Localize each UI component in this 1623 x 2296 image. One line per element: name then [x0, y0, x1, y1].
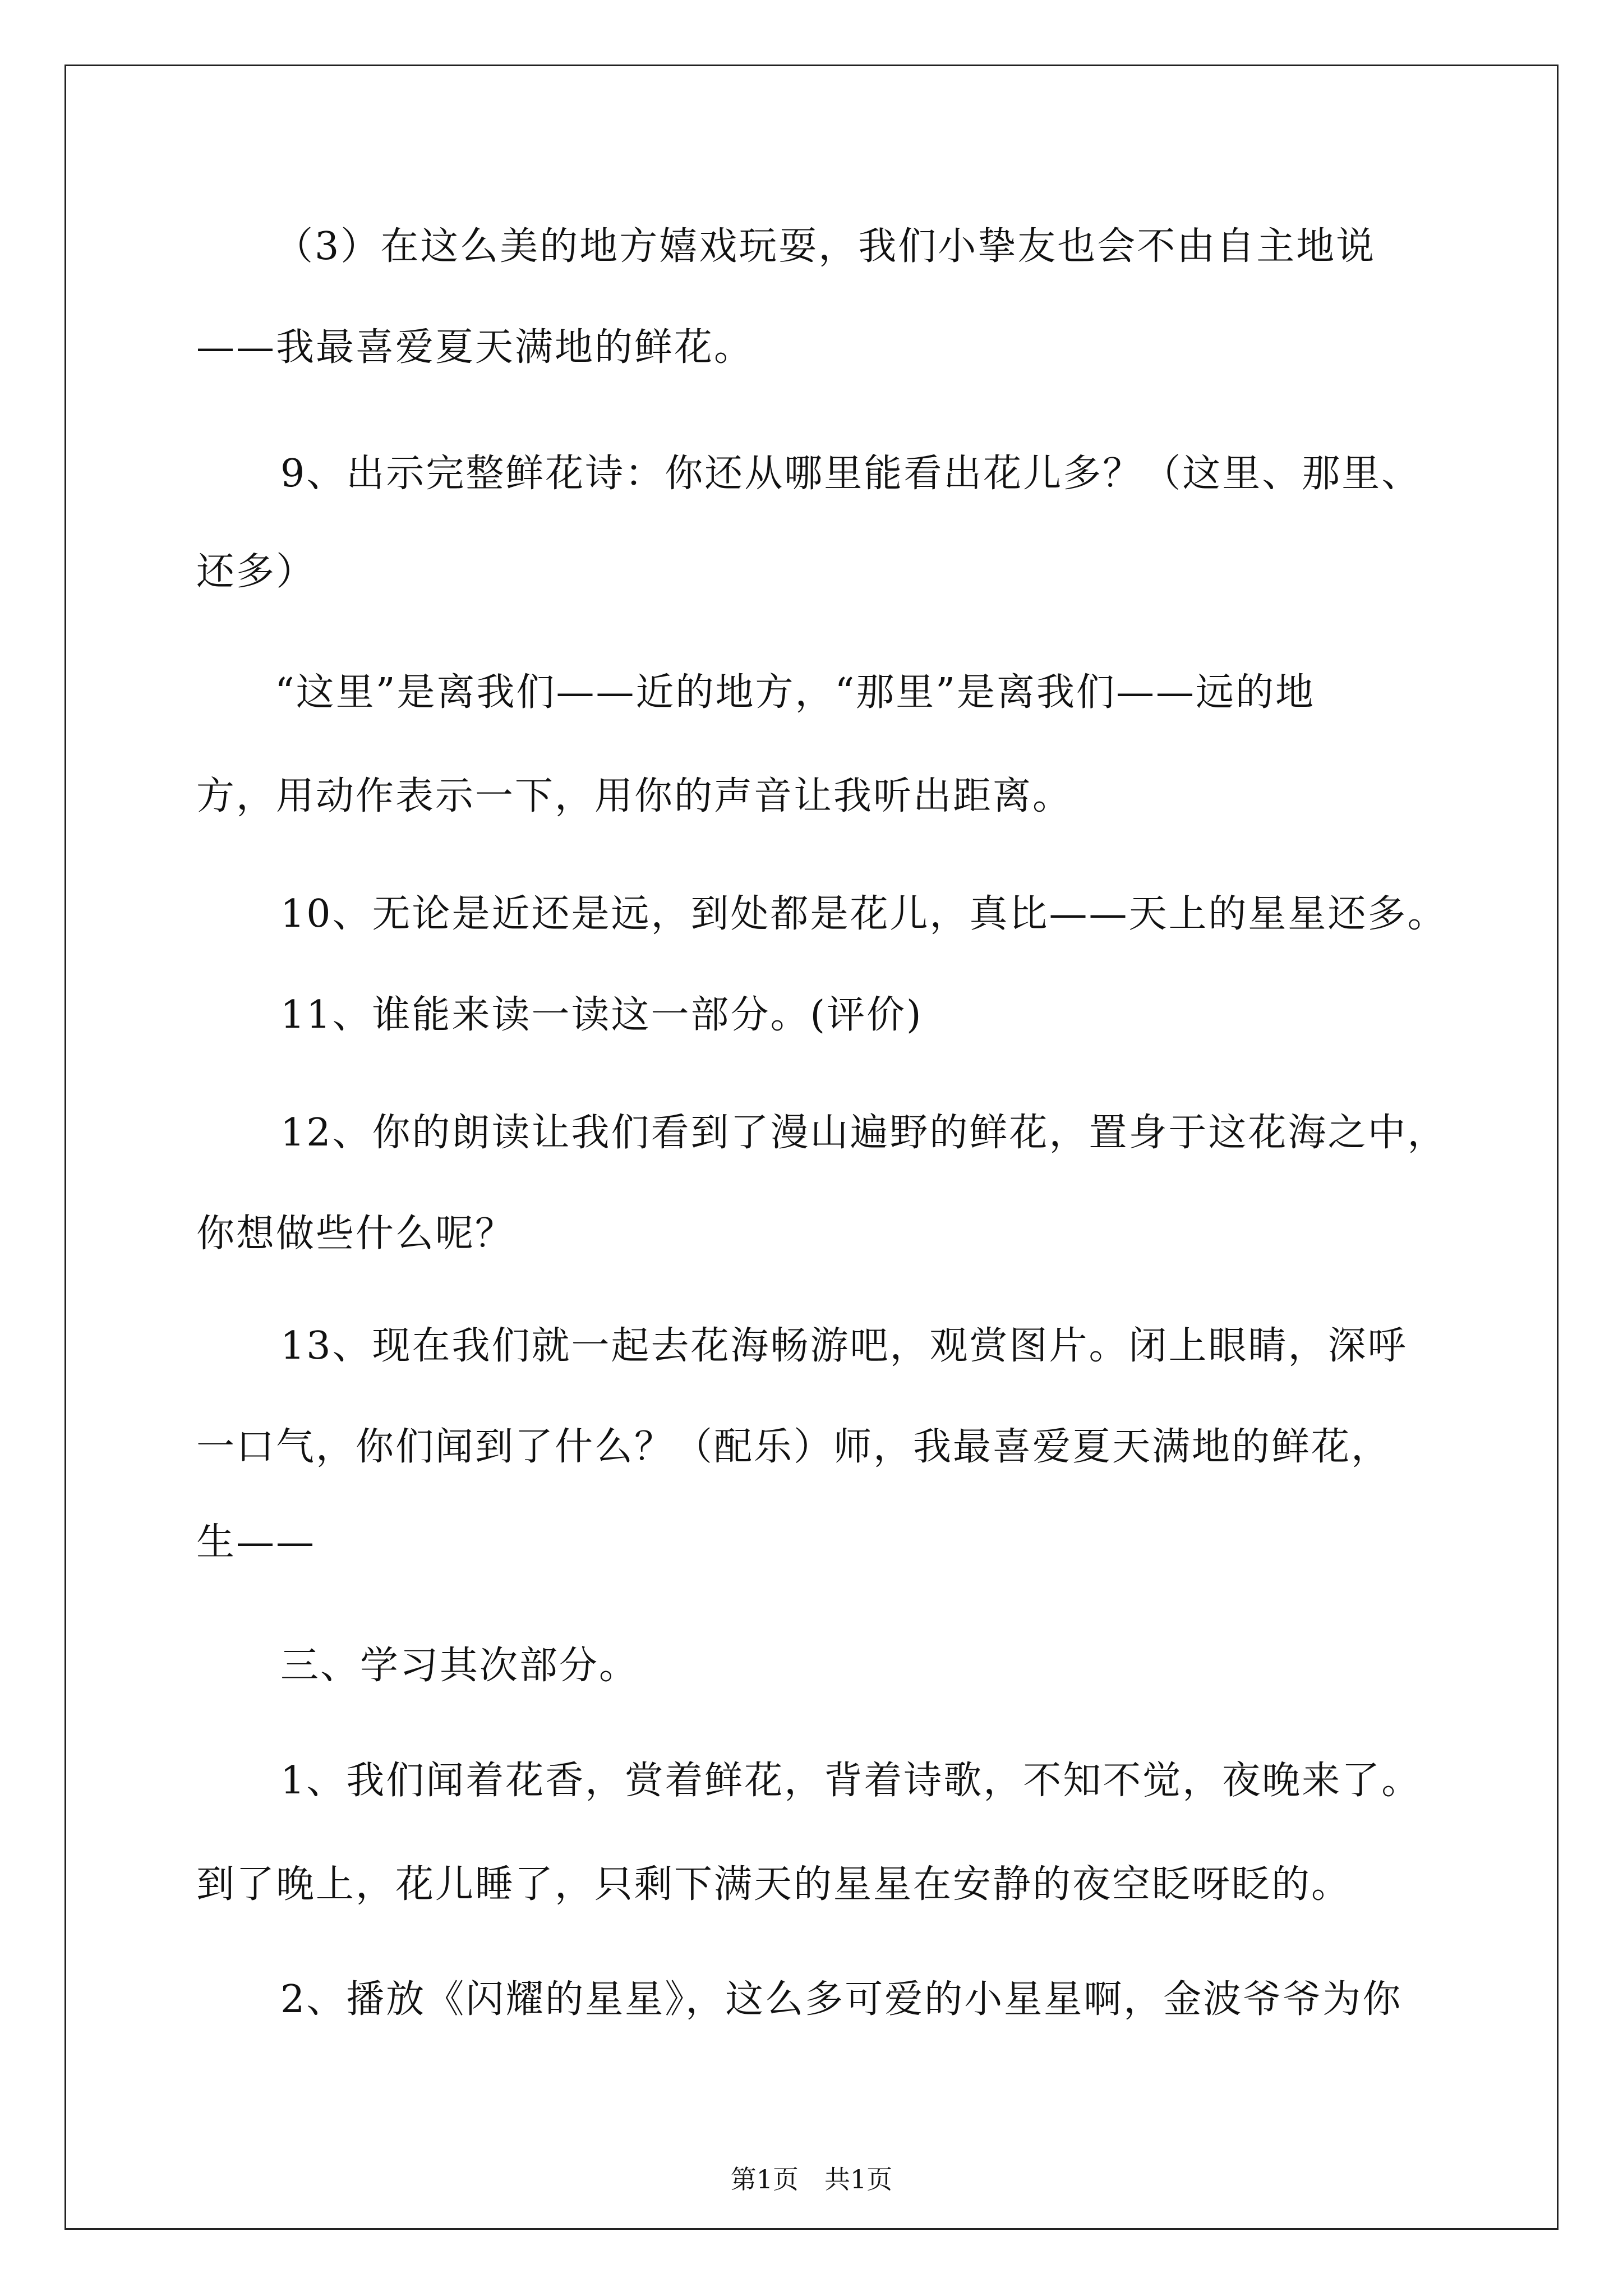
section-heading: 三、学习其次部分。: [280, 1644, 639, 1688]
text-line-2: ——我最喜爱夏天满地的鲜花。: [196, 325, 754, 370]
text-line-10: 你想做些什么呢？: [196, 1212, 515, 1256]
text-line-5: “这里”是离我们——近的地方，“那里”是离我们——远的地: [275, 670, 1316, 715]
text-line-9: 12、你的朗读让我们看到了漫山遍野的鲜花，置身于这花海之中，: [280, 1111, 1447, 1155]
text-line-13: 生——: [196, 1520, 316, 1565]
text-line-17: 2、播放《闪耀的星星》，这么多可爱的小星星啊，金波爷爷为你: [280, 1977, 1403, 2022]
text-line-4: 还多）: [196, 550, 316, 594]
text-line-12: 一口气，你们闻到了什么？（配乐）师，我最喜爱夏天满地的鲜花，: [196, 1425, 1391, 1469]
text-line-6: 方，用动作表示一下，用你的声音让我听出距离。: [196, 774, 1073, 818]
text-line-8: 11、谁能来读一读这一部分。(评价): [280, 993, 923, 1037]
page-footer: 第1页 共1页: [730, 2164, 893, 2194]
text-line-1: （3）在这么美的地方嬉戏玩耍，我们小挚友也会不由自主地说: [275, 224, 1376, 269]
text-line-11: 13、现在我们就一起去花海畅游吧，观赏图片。闭上眼睛，深呼: [280, 1324, 1408, 1368]
text-line-15: 1、我们闻着花香，赏着鲜花，背着诗歌，不知不觉，夜晚来了。: [280, 1759, 1422, 1803]
text-line-16: 到了晚上，花儿睡了，只剩下满天的星星在安静的夜空眨呀眨的。: [196, 1862, 1352, 1907]
text-line-7: 10、无论是近还是远，到处都是花儿，真比——天上的星星还多。: [280, 892, 1447, 936]
text-line-3: 9、出示完整鲜花诗：你还从哪里能看出花儿多？（这里、那里、: [280, 452, 1422, 496]
